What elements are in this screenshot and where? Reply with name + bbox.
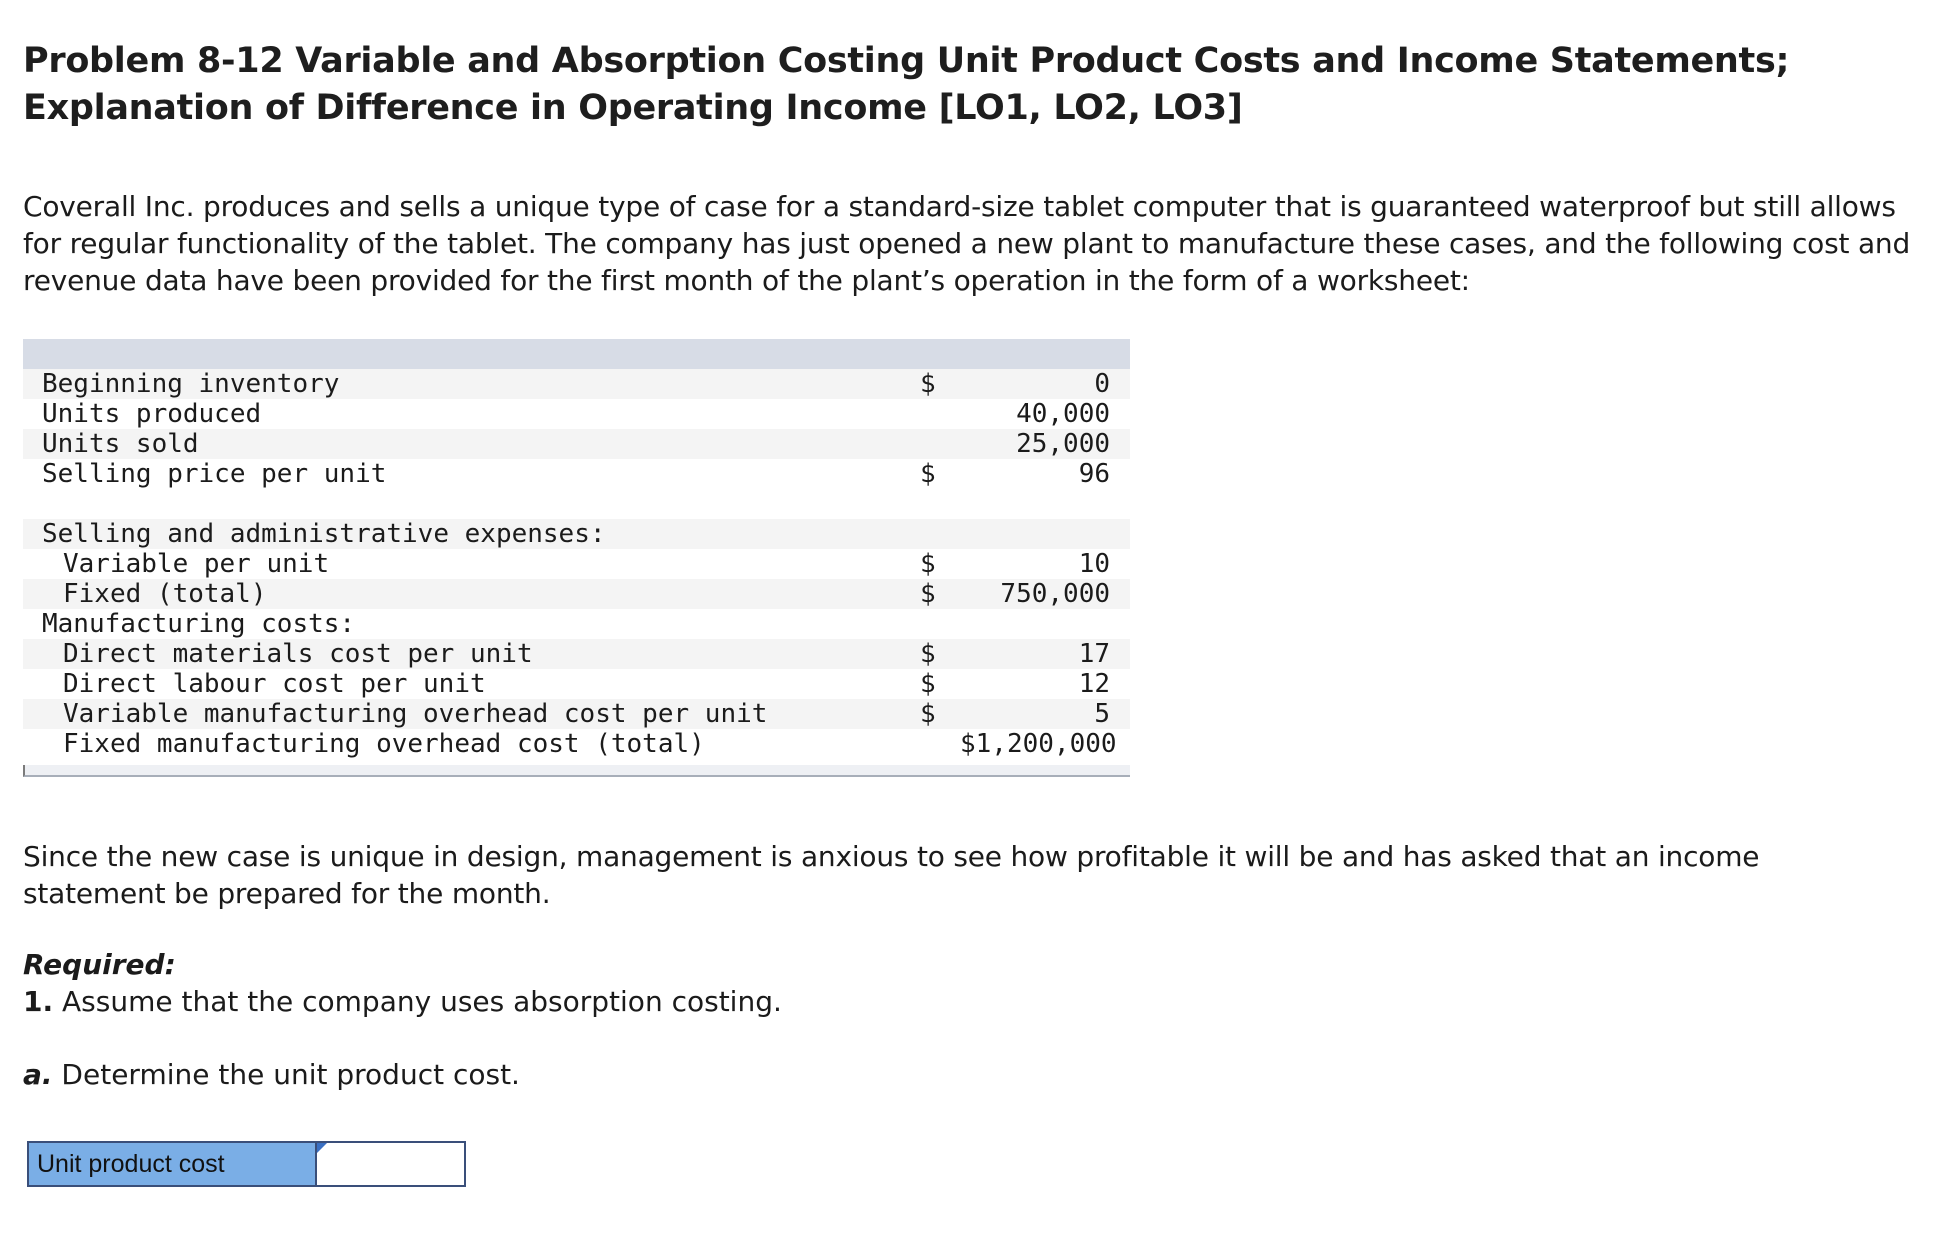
row-label: Beginning inventory: [42, 369, 340, 399]
row-label: Direct labour cost per unit: [63, 669, 486, 699]
worksheet-row: [23, 369, 1130, 399]
row-label: Units produced: [42, 399, 262, 429]
row-value: 0: [1094, 369, 1110, 399]
row-currency: $: [920, 639, 936, 669]
row-value: 5: [1094, 699, 1110, 729]
worksheet-header: [23, 339, 1130, 369]
part-a-prompt: [23, 1056, 520, 1093]
row-label: Selling price per unit: [42, 459, 387, 489]
unit-product-cost-input-cell[interactable]: [317, 1143, 464, 1185]
row-currency: $: [920, 549, 936, 579]
row-value: 10: [1078, 549, 1110, 579]
row-label: Selling and administrative expenses:: [42, 519, 606, 549]
part-a-letter: a.: [23, 1058, 53, 1091]
part-a-text: Determine the unit product cost.: [52, 1058, 520, 1091]
row-value: 17: [1078, 639, 1110, 669]
worksheet-row: [23, 429, 1130, 459]
row-value: 96: [1078, 459, 1110, 489]
required-item-text: Assume that the company uses absorption costing.: [53, 985, 782, 1018]
row-currency: $: [920, 699, 936, 729]
intro-paragraph: Coverall Inc. produces and sells a unique type of case for a standard-size tablet computer that is guaranteed waterproof but still allows for regular functionality of the tablet. The company has just opened a new plant to manufacture these cases, and the following cost and revenue data have been provided for the first month of the plant’s operation in the form of a worksheet:: [23, 190, 1911, 297]
worksheet-row: [23, 699, 1130, 729]
row-label: Direct materials cost per unit: [63, 639, 533, 669]
worksheet-section-heading: [23, 609, 1130, 639]
row-value: 40,000: [1016, 399, 1110, 429]
worksheet-section-heading: [23, 519, 1130, 549]
row-label: Fixed (total): [63, 579, 267, 609]
worksheet-row: [23, 639, 1130, 669]
row-label: Units sold: [42, 429, 199, 459]
row-currency: $: [920, 459, 936, 489]
worksheet-row: [23, 459, 1130, 489]
problem-title: Problem 8-12 Variable and Absorption Costing Unit Product Costs and Income Statements; Explanation of Difference in Operating Income [LO1, LO2, LO3]: [23, 41, 1790, 128]
row-currency: $: [920, 669, 936, 699]
row-value: 750,000: [1000, 579, 1110, 609]
row-currency: $: [920, 579, 936, 609]
context-paragraph: Since the new case is unique in design, management is anxious to see how profitable it will be and has asked that an income statement be prepared for the month.: [23, 840, 1760, 910]
required-heading: Required:: [23, 948, 176, 981]
row-label: Fixed manufacturing overhead cost (total): [63, 729, 705, 759]
required-section: [23, 946, 782, 1020]
required-item: [23, 983, 782, 1020]
data-worksheet: [23, 339, 1130, 777]
worksheet-spacer-row: [23, 489, 1130, 519]
row-value: $1,200,000: [960, 729, 1117, 759]
row-currency: $: [920, 369, 936, 399]
required-item-number: 1.: [23, 985, 54, 1018]
worksheet-row: [23, 669, 1130, 699]
unit-product-cost-label: Unit product cost: [29, 1143, 317, 1185]
problem-page: [23, 38, 1923, 1178]
row-value: 12: [1078, 669, 1110, 699]
worksheet-row: [23, 549, 1130, 579]
unit-product-cost-answer-row: [27, 1141, 466, 1187]
worksheet-row: [23, 729, 1130, 759]
row-value: 25,000: [1016, 429, 1110, 459]
row-label: Variable per unit: [63, 549, 330, 579]
worksheet-row: [23, 579, 1130, 609]
worksheet-footer: [23, 765, 1130, 777]
unit-product-cost-input[interactable]: [317, 1143, 464, 1185]
worksheet-row: [23, 399, 1130, 429]
row-label: Manufacturing costs:: [42, 609, 356, 639]
row-label: Variable manufacturing overhead cost per unit: [63, 699, 768, 729]
